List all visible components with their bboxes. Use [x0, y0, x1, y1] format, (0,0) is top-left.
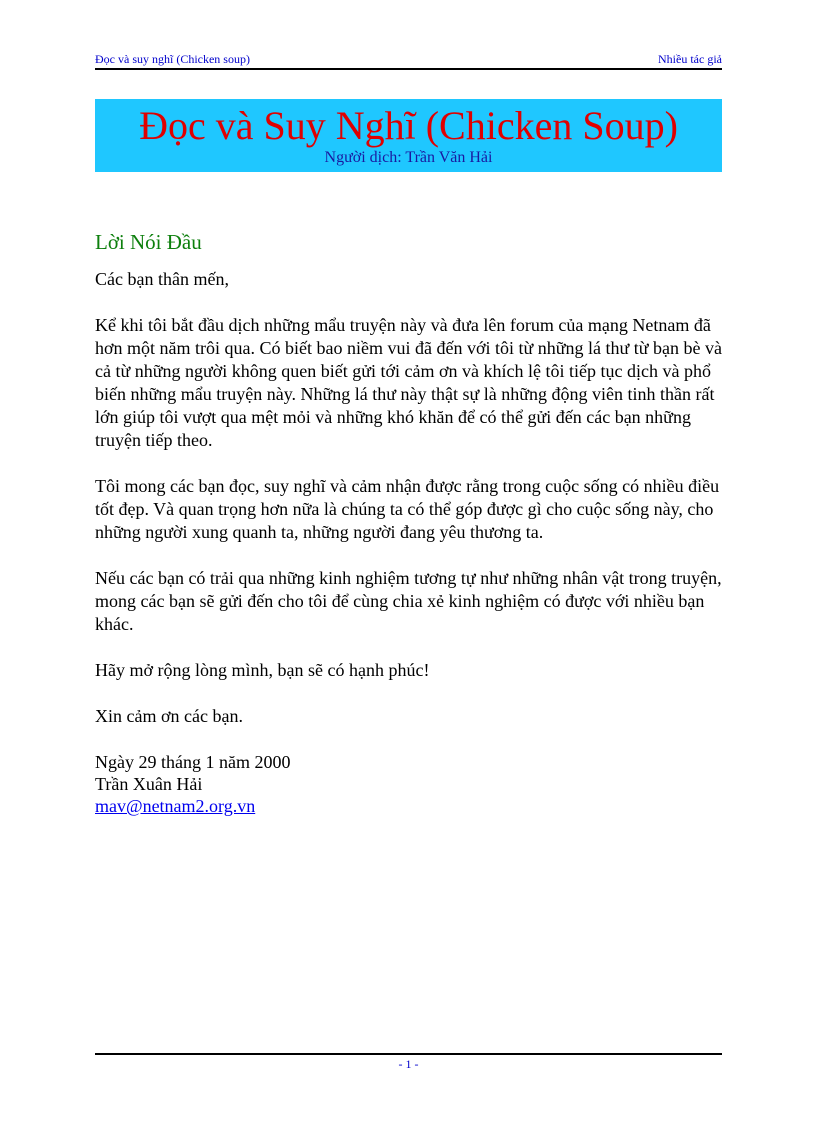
title-banner: [95, 99, 722, 172]
signature-name: Trần Xuân Hải: [95, 774, 203, 794]
greeting: Các bạn thân mến,: [95, 269, 229, 289]
paragraph-intro: Kể khi tôi bắt đầu dịch những mẩu truyện này và đưa lên forum của mạng Netnam đã hơn một năm trôi qua. Có biết bao niềm vui đã đến với tôi từ những lá thư từ bạn bè và cả từ những người không quen biết gửi tới cảm ơn và khích lệ tôi tiếp tục dịch và phổ biến những mẩu truyện này. Những lá thư này thật sự là những động viên tinh thần rất lớn giúp tôi vượt qua mệt mỏi và những khó khăn để có thể gửi đến các bạn những truyện tiếp theo.: [95, 315, 722, 450]
email-link[interactable]: mav@netnam2.org.vn: [95, 796, 256, 816]
paragraph-hope: Tôi mong các bạn đọc, suy nghĩ và cảm nhận được rằng trong cuộc sống có nhiều điều tốt đẹp. Và quan trọng hơn nữa là chúng ta có thể góp được gì cho cuộc sống này, cho những người xung quanh ta, những người đang yêu thương ta.: [95, 476, 720, 542]
document-title: Đọc và Suy Nghĩ (Chicken Soup): [139, 103, 678, 148]
document-body: [95, 228, 725, 817]
section-heading: Lời Nói Đầu: [95, 230, 202, 254]
signature-date: Ngày 29 tháng 1 năm 2000: [95, 752, 291, 772]
paragraph-thanks: Xin cảm ơn các bạn.: [95, 706, 243, 726]
header-author: Nhiều tác giả: [658, 52, 722, 66]
translator-credit: Người dịch: Trần Văn Hải: [324, 149, 493, 166]
footer-divider: [95, 1053, 722, 1055]
page-number: - 1 -: [398, 1057, 419, 1071]
paragraph-invitation: Nếu các bạn có trải qua những kinh nghiệm tương tự như những nhân vật trong truyện, mong các bạn sẽ gửi đến cho tôi để cùng chia xẻ kinh nghiệm có được với nhiều bạn khác.: [95, 568, 722, 634]
paragraph-open-heart: Hãy mở rộng lòng mình, bạn sẽ có hạnh phúc!: [95, 660, 430, 680]
signature-block: [95, 751, 725, 817]
header-document-title: Đọc và suy nghĩ (Chicken soup): [95, 52, 250, 66]
page-header: [95, 52, 722, 70]
